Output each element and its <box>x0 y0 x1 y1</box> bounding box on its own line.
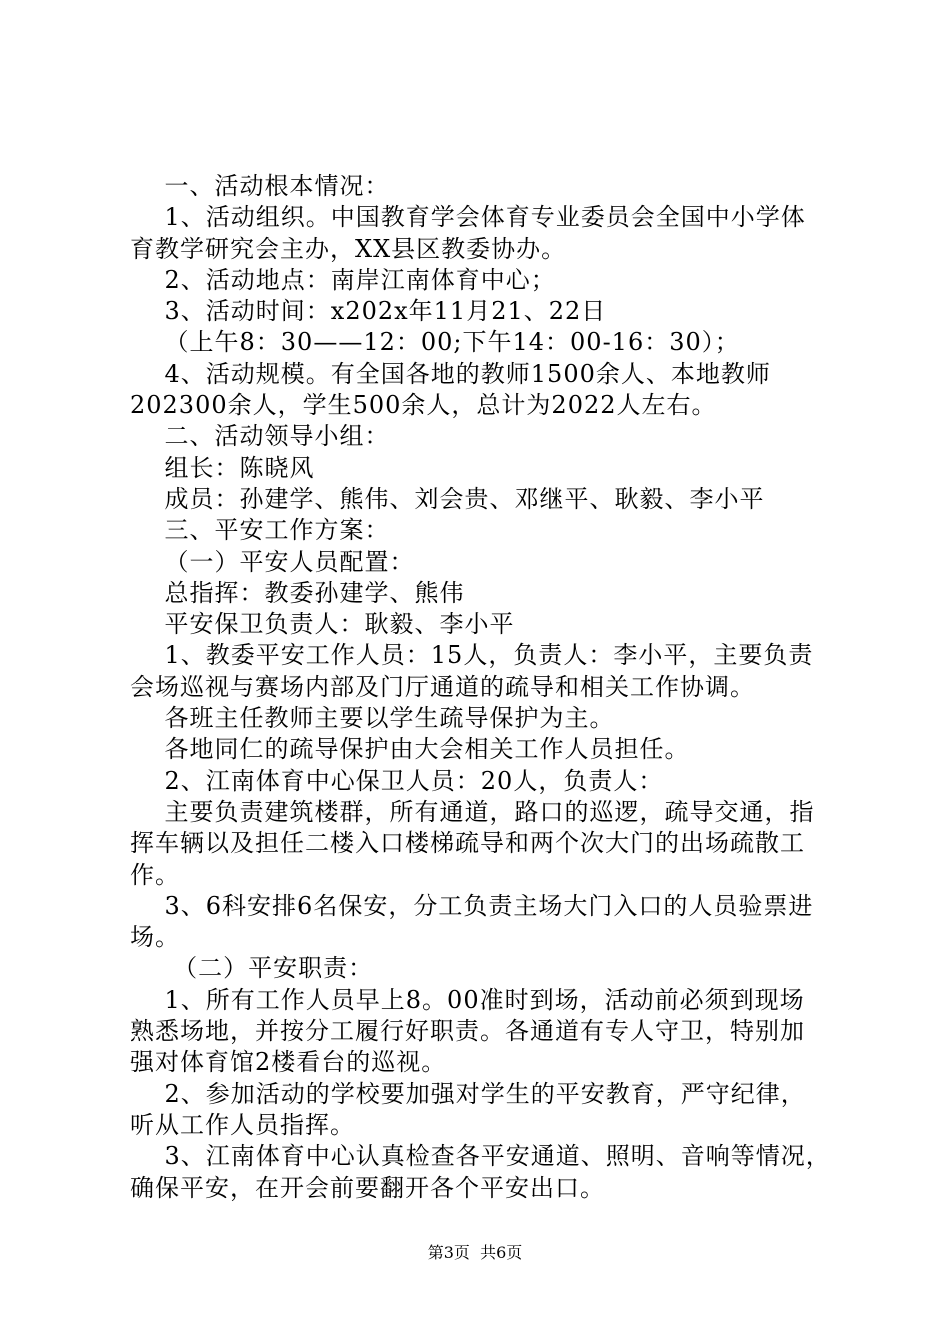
text-line: 熟悉场地，并按分工履行好职责。各通道有专人守卫，特别加 <box>130 1017 805 1046</box>
text-line: 4、活动规模。有全国各地的教师1500余人、本地教师 <box>130 359 771 388</box>
text-line: 各地同仁的疏导保护由大会相关工作人员担任。 <box>130 735 690 764</box>
text-line: 2、参加活动的学校要加强对学生的平安教育，严守纪律， <box>130 1079 806 1108</box>
text-line: 成员：孙建学、熊伟、刘会贵、邓继平、耿毅、李小平 <box>130 484 765 513</box>
text-line: （二）平安职责： <box>130 954 374 983</box>
text-line: 1、教委平安工作人员：15人，负责人：李小平，主要负责 <box>130 641 814 670</box>
text-line: 主要负责建筑楼群，所有通道，路口的巡逻，疏导交通，指 <box>130 797 815 826</box>
text-line: 202300余人，学生500余人，总计为2022人左右。 <box>130 391 717 420</box>
text-line: 确保平安，在开会前要翻开各个平安出口。 <box>130 1173 605 1202</box>
text-line: 三、平安工作方案： <box>130 516 390 545</box>
document-body <box>130 171 835 1204</box>
text-line: 作。 <box>130 860 180 889</box>
text-line: 强对体育馆2楼看台的巡视。 <box>130 1048 447 1077</box>
text-line: 挥车辆以及担任二楼入口楼梯疏导和两个次大门的出场疏散工 <box>130 829 805 858</box>
page-footer: 第3页 共6页 <box>427 1243 523 1262</box>
text-line: 1、所有工作人员早上8。00准时到场，活动前必须到现场 <box>130 985 805 1014</box>
text-line: 3、活动时间：x202x年11月21、22日 <box>130 297 607 326</box>
text-line: 总指挥：教委孙建学、熊伟 <box>130 578 465 607</box>
text-line: 育教学研究会主办，XX县区教委协办。 <box>130 234 567 263</box>
text-line: 组长：陈晓风 <box>130 453 315 482</box>
text-line: 各班主任教师主要以学生疏导保护为主。 <box>130 704 615 733</box>
text-line: 听从工作人员指挥。 <box>130 1110 355 1139</box>
text-line: 一、活动根本情况： <box>130 172 390 200</box>
text-line: 3、江南体育中心认真检查各平安通道、照明、音响等情况， <box>130 1142 831 1171</box>
text-line: 2、江南体育中心保卫人员：20人，负责人： <box>130 766 664 795</box>
text-line: 场。 <box>130 923 180 952</box>
text-line: 平安保卫负责人：耿毅、李小平 <box>130 610 515 639</box>
text-line: 3、6科安排6名保安，分工负责主场大门入口的人员验票进 <box>130 891 814 920</box>
text-line: 1、活动组织。中国教育学会体育专业委员会全国中小学体 <box>130 203 806 232</box>
text-line: 会场巡视与赛场内部及门厅通道的疏导和相关工作协调。 <box>130 672 755 701</box>
text-line: （一）平安人员配置： <box>130 547 415 576</box>
text-line: 二、活动领导小组： <box>130 422 390 451</box>
text-line: 2、活动地点：南岸江南体育中心； <box>130 265 556 294</box>
text-line: （上午8：30——12：00;下午14：00-16：30）； <box>130 328 740 357</box>
